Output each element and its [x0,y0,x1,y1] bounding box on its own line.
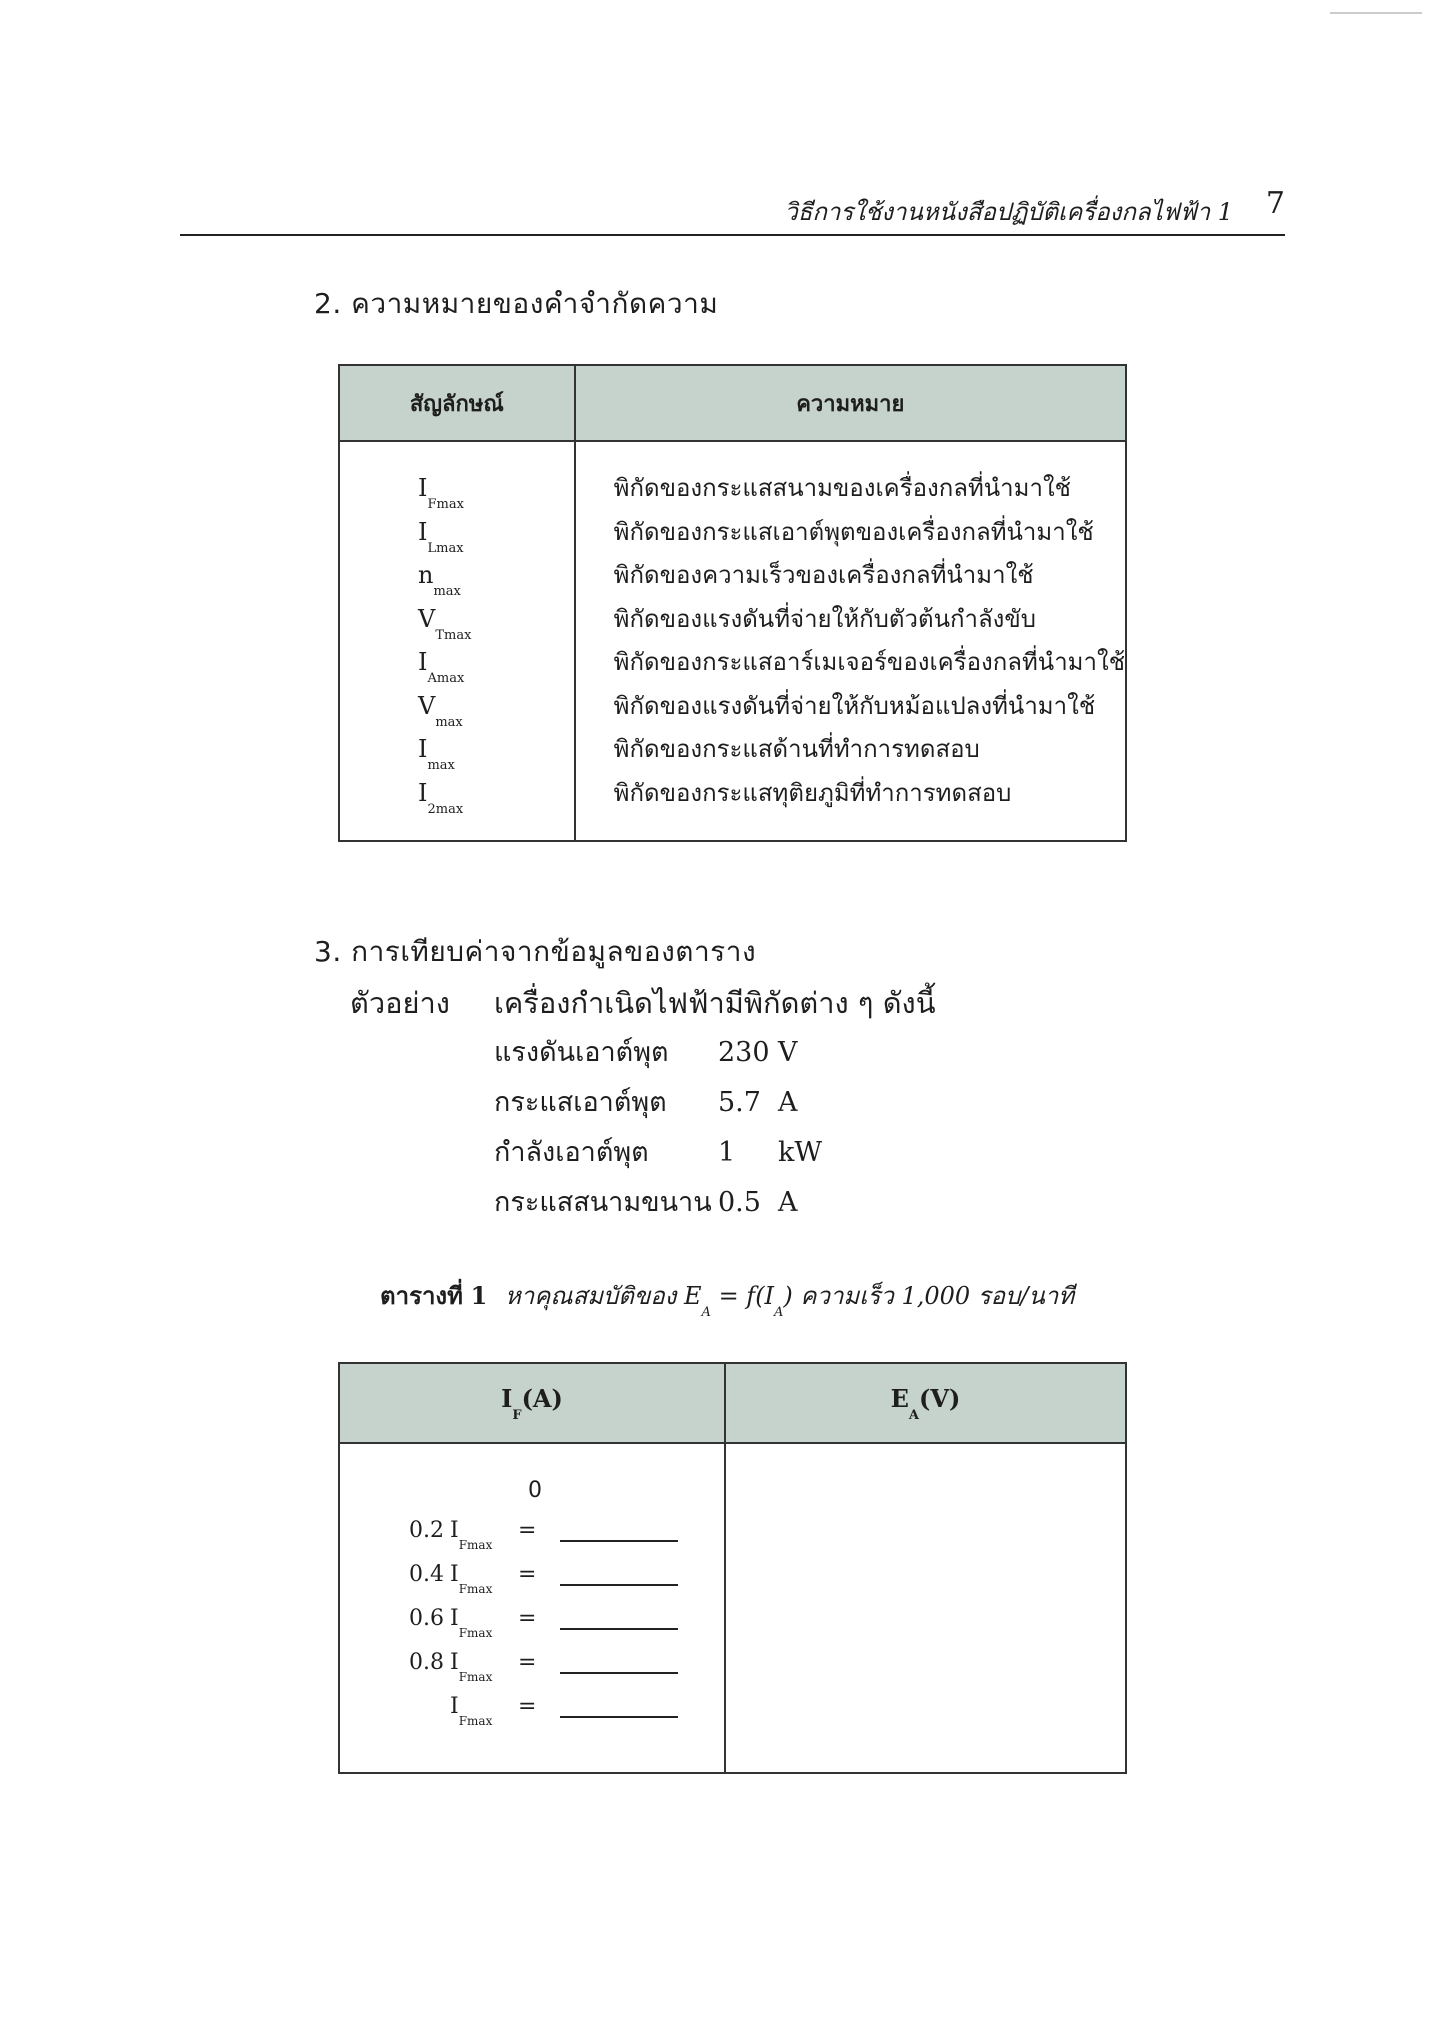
spec-value: 230 [718,1037,770,1068]
answer-blank-line [560,1584,678,1586]
symbol-item: $I_{Lmax}$ [418,517,464,556]
spec-row [494,1180,798,1223]
corner-mark-line [1330,12,1422,14]
meaning-item: พิกัดของกระแสเอาต์พุตของเครื่องกลที่นำมาใช้ [613,517,1094,546]
definitions-table [338,364,1127,842]
spec-row [494,1080,798,1123]
field-current-row: 0.4 $I_{Fmax}$ = [400,1562,492,1592]
symbol-item: $V_{Tmax}$ [418,604,472,643]
meaning-item: พิกัดของความเร็วของเครื่องกลที่นำมาใช้ [613,561,1034,589]
spec-value: 0.5 [718,1187,761,1218]
symbol-item: $I_{2max}$ [418,778,464,817]
spec-value: 1 [718,1137,736,1168]
symbol-item: $V_{max}$ [418,691,463,730]
meaning-item: พิกัดของแรงดันที่จ่ายให้กับหม้อแปลงที่นำมาใช้ [613,691,1096,720]
running-title: วิธีการใช้งานหนังสือปฏิบัติเครื่องกลไฟฟ้า 1 [784,198,1233,226]
symbol-cell [339,441,575,841]
meaning-list [576,442,1125,840]
spec-value: 5.7 [718,1087,761,1118]
field-current-row: 0.2 $I_{Fmax}$ = [400,1518,492,1548]
caption-formula: หาคุณสมบัติของ $E_A = f(I_A)$ ความเร็ว 1,000 รอบ/นาที [504,1282,1075,1320]
answer-blank-line [560,1716,678,1718]
example-label: ตัวอย่าง [350,986,450,1020]
field-current-row: 0.8 $I_{Fmax}$ = [400,1650,492,1680]
spec-name: กำลังเอาต์พุต [494,1137,649,1168]
caption-label: ตารางที่ [380,1281,463,1310]
data-table [338,1362,1127,1774]
meaning-item: พิกัดของกระแสทุติยภูมิที่ทำการทดสอบ [613,778,1012,807]
ea-values-cell [725,1443,1126,1773]
if-column-header: $I_F(A)$ [339,1363,725,1443]
meaning-column-header: ความหมาย [575,365,1126,441]
field-current-row: 0.6 $I_{Fmax}$ = [400,1606,492,1636]
table-1-caption [380,1276,1074,1320]
symbol-list [340,442,574,840]
spec-unit: kW [778,1137,823,1168]
spec-unit: A [778,1187,798,1218]
caption-number: 1 [470,1281,488,1310]
spec-name: กระแสสนามขนาน [494,1187,712,1218]
symbol-item: $I_{Amax}$ [418,648,465,686]
meaning-item: พิกัดของกระแสสนามของเครื่องกลที่นำมาใช้ [613,474,1071,502]
spec-name: กระแสเอาต์พุต [494,1087,667,1118]
spec-unit: V [778,1037,798,1068]
field-current-row: $I_{Fmax}$ = [400,1694,492,1724]
section-3-heading: 3. การเทียบค่าจากข้อมูลของตาราง [314,935,757,968]
meaning-item: พิกัดของกระแสอาร์เมเจอร์ของเครื่องกลที่นำมาใช้ [613,648,1125,676]
spec-row [494,1130,822,1173]
meaning-item: พิกัดของแรงดันที่จ่ายให้กับตัวต้นกำลังขับ [613,604,1037,633]
symbol-column-header: สัญลักษณ์ [339,365,575,441]
meaning-cell [575,441,1126,841]
page-number: 7 [1265,186,1285,221]
ea-column-header: $E_A(V)$ [725,1363,1126,1443]
answer-blank-line [560,1628,678,1630]
if-values-cell [339,1443,725,1773]
symbol-item: $I_{max}$ [418,735,455,773]
section-2-heading: 2. ความหมายของคำจำกัดความ [314,287,719,320]
zero-value: 0 [528,1478,542,1503]
spec-name: แรงดันเอาต์พุต [494,1037,669,1068]
meaning-item: พิกัดของกระแสด้านที่ทำการทดสอบ [613,735,980,763]
spec-unit: A [778,1087,798,1118]
symbol-item: $n_{max}$ [418,561,461,599]
symbol-item: $I_{Fmax}$ [418,474,464,512]
answer-blank-line [560,1672,678,1674]
spec-row [494,1030,798,1073]
running-header [180,186,1285,236]
example-description: เครื่องกำเนิดไฟฟ้ามีพิกัดต่าง ๆ ดังนี้ [494,986,936,1020]
answer-blank-line [560,1540,678,1542]
